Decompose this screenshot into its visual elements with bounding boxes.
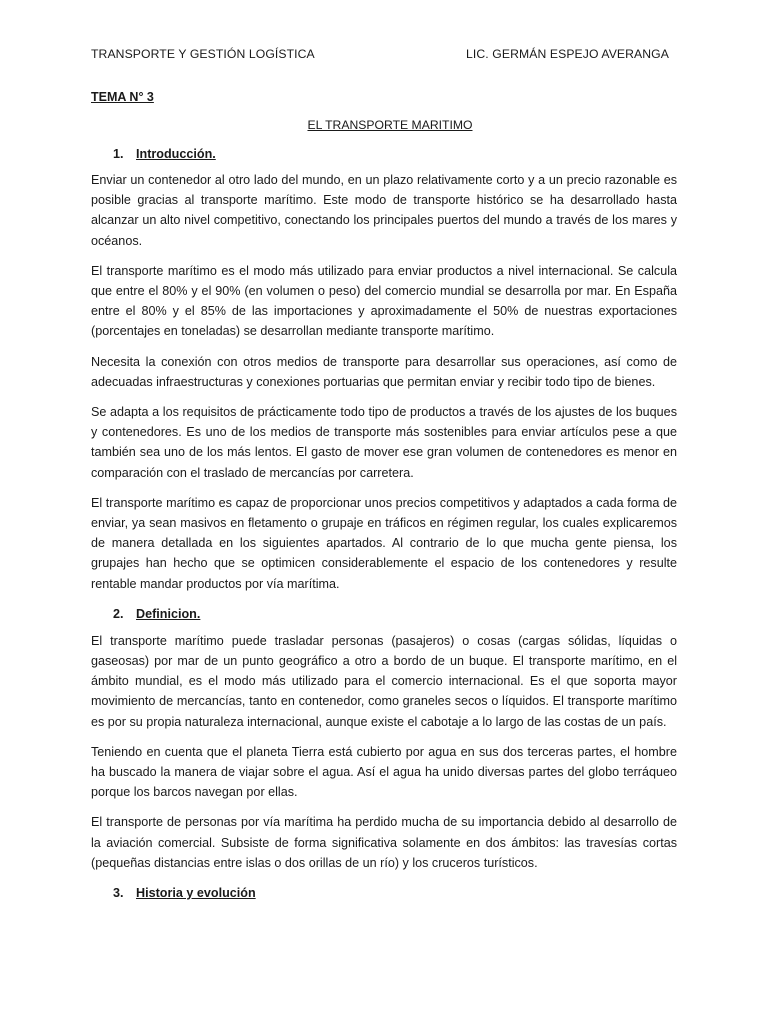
section-number: 1. — [113, 147, 124, 161]
paragraph: Enviar un contenedor al otro lado del mundo, en un plazo relativamente corto y a un precio razonable es posible gracias al transporte marítimo. Este modo de transporte histórico se ha desarrollado hasta alcanzar un alto nivel competitivo, conectando los principales puertos del mundo a través de los mares y océanos. — [91, 173, 677, 248]
header-course-title: TRANSPORTE Y GESTIÓN LOGÍSTICA — [91, 47, 315, 61]
document-page — [91, 44, 677, 903]
section-title: Introducción. — [136, 147, 216, 161]
document-title: EL TRANSPORTE MARITIMO — [307, 118, 473, 132]
paragraph: El transporte marítimo puede trasladar personas (pasajeros) o cosas (cargas sólidas, líquidas o gaseosas) por mar de un punto geográfico a otro a bordo de un buque. El transporte marítimo, en el ámbito mundial, es el modo más utilizado para el comercio internacional. Es el que soporta mayor movimiento de mercancías, tanto en contenedor, como graneles secos o líquidos. El transporte marítimo es por su propia naturaleza internacional, aunque existe el cabotaje a lo largo de las costas de un país. — [91, 633, 677, 729]
section-number: 2. — [113, 606, 124, 621]
paragraph: El transporte marítimo es capaz de proporcionar unos precios competitivos y adaptados a cada forma de enviar, ya sean masivos en fletamento o grupaje en tráficos en régimen regular, los cuales explicaremos de manera detallada en los siguientes apartados. Al contrario de lo que mucha gente piensa, los grupajes han hecho que se optimicen considerablemente el espacio de los contenedores y resulte rentable mandar productos por vía marítima. — [91, 495, 677, 591]
section-number: 3. — [113, 886, 124, 901]
paragraph: Necesita la conexión con otros medios de transporte para desarrollar sus operaciones, así como de adecuadas infraestructuras y conexiones portuarias que permitan enviar y recibir todo tipo de bienes. — [91, 354, 677, 389]
paragraph: Teniendo en cuenta que el planeta Tierra está cubierto por agua en sus dos terceras partes, el hombre ha buscado la manera de viajar sobre el agua. Así el agua ha unido diversas partes del globo terráqueo porque los barcos navegan por ellas. — [91, 744, 677, 800]
section-title: Definicion. — [136, 606, 201, 621]
paragraph: El transporte marítimo es el modo más utilizado para enviar productos a nivel internacional. Se calcula que entre el 80% y el 90% (en volumen o peso) del comercio mundial se desarrolla por mar. En España entre el 80% y el 85% de las importaciones y aproximadamente el 50% de nuestras exportaciones (porcentajes en toneladas) se desarrollan mediante transporte marítimo. — [91, 263, 677, 339]
paragraph: Se adapta a los requisitos de prácticamente todo tipo de productos a través de los ajustes de los buques y contenedores. Es uno de los medios de transporte más sostenibles para enviar artículos pese a que también sea uno de los más lentos. El gasto de mover ese gran volumen de contenedores es menor en comparación con el traslado de mercancías por carretera. — [91, 405, 677, 480]
paragraph: El transporte de personas por vía marítima ha perdido mucha de su importancia debido al desarrollo de la aviación comercial. Subsiste de forma significativa solamente en dos ámbitos: las travesías cortas (pequeñas distancias entre islas o dos orillas de un río) y los cruceros turísticos. — [91, 815, 677, 870]
header-author: LIC. GERMÁN ESPEJO AVERANGA — [466, 47, 669, 61]
page-header — [91, 44, 677, 64]
section-heading-definicion — [91, 604, 677, 624]
section-title: Historia y evolución — [136, 886, 256, 901]
topic-number: TEMA N° 3 — [91, 90, 154, 104]
section-heading-historia — [91, 883, 677, 903]
section-heading-introduccion — [91, 144, 677, 164]
